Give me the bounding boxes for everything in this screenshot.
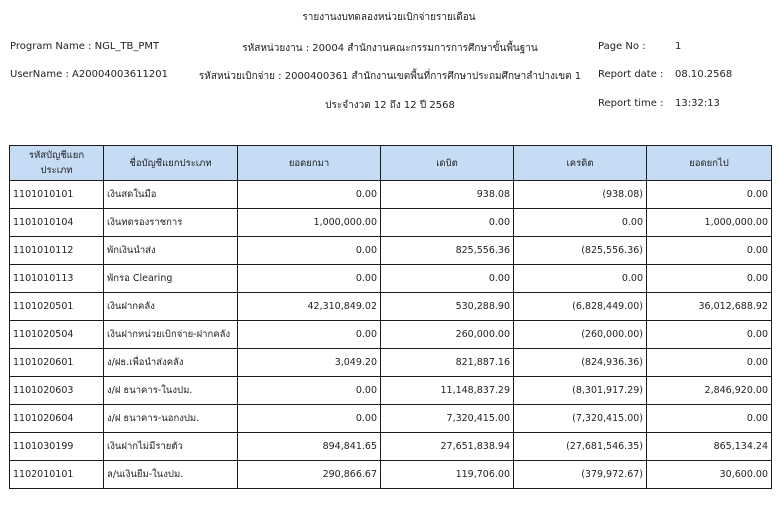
closing-balance-cell: 1,000,000.00 bbox=[647, 209, 772, 237]
page-no-label: Page No : bbox=[598, 41, 646, 52]
closing-balance-cell: 0.00 bbox=[647, 349, 772, 377]
account-code-cell: 1101020501 bbox=[10, 293, 104, 321]
header-opening-balance: ยอดยกมา bbox=[238, 146, 381, 181]
debit-cell: 7,320,415.00 bbox=[381, 405, 514, 433]
account-name-cell: เงินฝากหน่วยเบิกจ่าย-ฝากคลัง bbox=[104, 321, 238, 349]
debit-cell: 938.08 bbox=[381, 181, 514, 209]
credit-cell: (6,828,449.00) bbox=[514, 293, 647, 321]
report-title: รายงานงบทดลองหน่วยเบิกจ่ายรายเดือน bbox=[302, 12, 476, 23]
account-name-cell: ง/ฝธ.เพื่อนำส่งคลัง bbox=[104, 349, 238, 377]
credit-cell: (938.08) bbox=[514, 181, 647, 209]
table-row bbox=[10, 181, 772, 209]
account-name-cell: เงินฝากไม่มีรายตัว bbox=[104, 433, 238, 461]
credit-cell: 0.00 bbox=[514, 209, 647, 237]
opening-balance-cell: 0.00 bbox=[238, 405, 381, 433]
debit-cell: 825,556.36 bbox=[381, 237, 514, 265]
opening-balance-cell: 0.00 bbox=[238, 321, 381, 349]
header-debit: เดบิต bbox=[381, 146, 514, 181]
debit-cell: 260,000.00 bbox=[381, 321, 514, 349]
account-code-cell: 1101010104 bbox=[10, 209, 104, 237]
closing-balance-cell: 0.00 bbox=[647, 237, 772, 265]
header-account-name: ชื่อบัญชีแยกประเภท bbox=[104, 146, 238, 181]
debit-cell: 0.00 bbox=[381, 209, 514, 237]
opening-balance-cell: 0.00 bbox=[238, 377, 381, 405]
debit-cell: 27,651,838.94 bbox=[381, 433, 514, 461]
closing-balance-cell: 0.00 bbox=[647, 405, 772, 433]
table-header-row bbox=[10, 146, 772, 181]
credit-cell: (7,320,415.00) bbox=[514, 405, 647, 433]
disbursing-unit-code: รหัสหน่วยเบิกจ่าย : 2000400361 สำนักงานเขตพื้นที่การศึกษาประถมศึกษาลำปางเขต 1 bbox=[198, 71, 582, 82]
header-closing-balance: ยอดยกไป bbox=[647, 146, 772, 181]
credit-cell: 0.00 bbox=[514, 265, 647, 293]
table-row bbox=[10, 321, 772, 349]
trial-balance-table bbox=[9, 145, 772, 489]
debit-cell: 821,887.16 bbox=[381, 349, 514, 377]
opening-balance-cell: 894,841.65 bbox=[238, 433, 381, 461]
credit-cell: (260,000.00) bbox=[514, 321, 647, 349]
account-name-cell: เงินสดในมือ bbox=[104, 181, 238, 209]
debit-cell: 0.00 bbox=[381, 265, 514, 293]
user-name: UserName : A20004003611201 bbox=[10, 69, 168, 80]
table-row bbox=[10, 293, 772, 321]
account-code-cell: 1101020601 bbox=[10, 349, 104, 377]
table-row bbox=[10, 433, 772, 461]
account-code-cell: 1102010101 bbox=[10, 461, 104, 489]
account-code-cell: 1101030199 bbox=[10, 433, 104, 461]
header-credit: เครดิต bbox=[514, 146, 647, 181]
opening-balance-cell: 0.00 bbox=[238, 181, 381, 209]
table-row bbox=[10, 461, 772, 489]
credit-cell: (379,972.67) bbox=[514, 461, 647, 489]
account-code-cell: 1101010112 bbox=[10, 237, 104, 265]
program-name: Program Name : NGL_TB_PMT bbox=[10, 41, 160, 52]
table-row bbox=[10, 237, 772, 265]
account-name-cell: พักเงินนำส่ง bbox=[104, 237, 238, 265]
credit-cell: (27,681,546.35) bbox=[514, 433, 647, 461]
header-account-code: รหัสบัญชีแยกประเภท bbox=[10, 146, 104, 181]
debit-cell: 11,148,837.29 bbox=[381, 377, 514, 405]
debit-cell: 119,706.00 bbox=[381, 461, 514, 489]
opening-balance-cell: 290,866.67 bbox=[238, 461, 381, 489]
account-code-cell: 1101020604 bbox=[10, 405, 104, 433]
opening-balance-cell: 3,049.20 bbox=[238, 349, 381, 377]
report-period: ประจำงวด 12 ถึง 12 ปี 2568 bbox=[325, 100, 455, 111]
table-row bbox=[10, 209, 772, 237]
table-row bbox=[10, 349, 772, 377]
closing-balance-cell: 30,600.00 bbox=[647, 461, 772, 489]
account-code-cell: 1101010113 bbox=[10, 265, 104, 293]
opening-balance-cell: 0.00 bbox=[238, 265, 381, 293]
page-no-value: 1 bbox=[675, 41, 682, 52]
account-name-cell: ง/ฝ ธนาคาร-นอกงปม. bbox=[104, 405, 238, 433]
agency-code: รหัสหน่วยงาน : 20004 สำนักงานคณะกรรมการการศึกษาขั้นพื้นฐาน bbox=[242, 43, 538, 54]
opening-balance-cell: 1,000,000.00 bbox=[238, 209, 381, 237]
table-row bbox=[10, 265, 772, 293]
account-code-cell: 1101010101 bbox=[10, 181, 104, 209]
closing-balance-cell: 0.00 bbox=[647, 265, 772, 293]
report-time-label: Report time : bbox=[598, 98, 664, 109]
credit-cell: (824,936.36) bbox=[514, 349, 647, 377]
table-row bbox=[10, 405, 772, 433]
account-name-cell: เงินทดรองราชการ bbox=[104, 209, 238, 237]
closing-balance-cell: 2,846,920.00 bbox=[647, 377, 772, 405]
debit-cell: 530,288.90 bbox=[381, 293, 514, 321]
opening-balance-cell: 42,310,849.02 bbox=[238, 293, 381, 321]
account-name-cell: พักรอ Clearing bbox=[104, 265, 238, 293]
account-name-cell: ล/นเงินยืม-ในงปม. bbox=[104, 461, 238, 489]
account-name-cell: เงินฝากคลัง bbox=[104, 293, 238, 321]
table-row bbox=[10, 377, 772, 405]
closing-balance-cell: 0.00 bbox=[647, 181, 772, 209]
account-code-cell: 1101020504 bbox=[10, 321, 104, 349]
report-time-value: 13:32:13 bbox=[675, 98, 720, 109]
closing-balance-cell: 865,134.24 bbox=[647, 433, 772, 461]
credit-cell: (825,556.36) bbox=[514, 237, 647, 265]
opening-balance-cell: 0.00 bbox=[238, 237, 381, 265]
report-date-value: 08.10.2568 bbox=[675, 69, 733, 80]
account-name-cell: ง/ฝ ธนาคาร-ในงปม. bbox=[104, 377, 238, 405]
closing-balance-cell: 36,012,688.92 bbox=[647, 293, 772, 321]
report-date-label: Report date : bbox=[598, 69, 664, 80]
credit-cell: (8,301,917.29) bbox=[514, 377, 647, 405]
account-code-cell: 1101020603 bbox=[10, 377, 104, 405]
closing-balance-cell: 0.00 bbox=[647, 321, 772, 349]
